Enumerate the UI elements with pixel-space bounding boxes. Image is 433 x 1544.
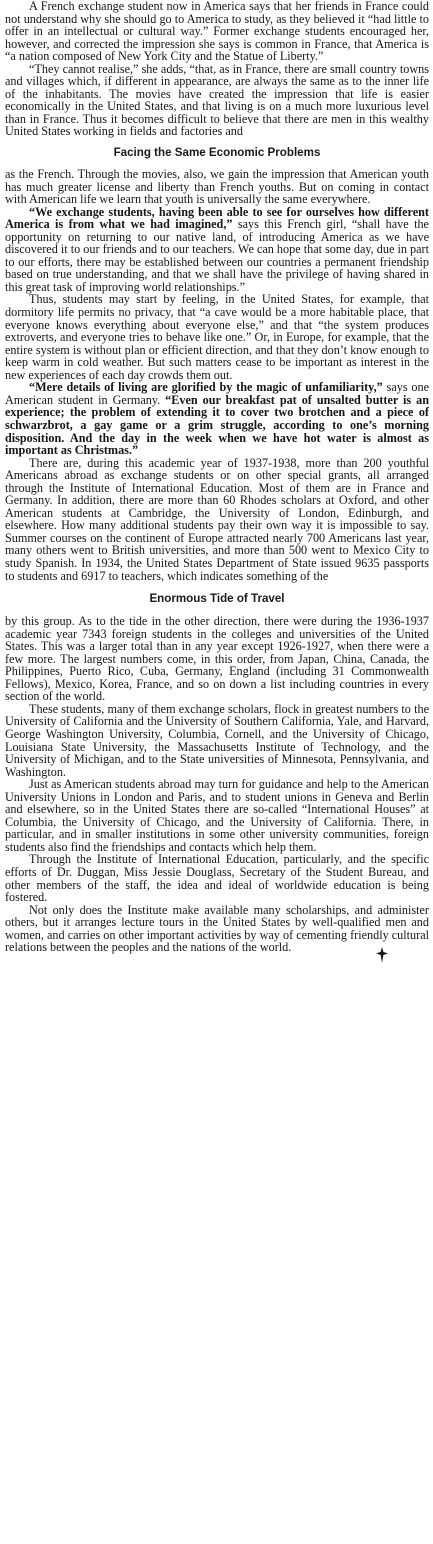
paragraph-4 [5,206,429,294]
paragraph-7: There are, during this academic year of 1937-1938, more than 200 youthful Americans abroad as exchange students or on other special grants, all arranged through the Institute of International Education. Most of them are in France and Germany. In addition, there are more than 60 Rhodes scholars at Oxford, and other American students at Cambridge, the University of London, Edinburgh, and elsewhere. How many additional students pay their own way it is impossible to say. Summer courses on the continent of Europe attracted nearly 700 Americans last year, many others went to British universities, and more than 500 went to Mexico City to study Spanish. In 1934, the United States Department of State issued 9635 passports to students and 6917 to teachers, which indicates something of the [5,455,429,583]
paragraph-4-bold-quote: “We exchange students, having been able to see for ourselves how different America is from what we had imagined,” [5,204,429,232]
paragraph-6-bold-quote-b: “Even our breakfast pat of unsalted butter is an experience; the problem of extending it to cover two brotchen and a piece of schwarzbrot, a gay game or a grim struggle, according to one’s morning disposition. And the day in the week when we have hot water is almost as important as Christmas.” [5,392,429,458]
section-heading-tide-of-travel: Enormous Tide of Travel [149,592,285,606]
paragraph-4-text: says this French girl, “shall have the opportunity on returning to our native land, of introducing America as we have discovered it to our friends and to our teachers. We can hope that some day, due in part to our efforts, there may be established between our countries a permanent friendship based on true understanding, and that we shall have the privilege of having shared in this great task of improving world relationships.” [5,217,429,294]
paragraph-6-bold-quote-a: “Mere details of living are glorified by the magic of unfamiliarity,” [29,380,383,395]
paragraph-1: A French exchange student now in America says that her friends in France could not understand why she should go to America to study, as they believed it “had little to offer in an intellectual or cultural way.” Former exchange students encouraged her, however, and corrected the impression she says is common in France, that America is “a nation composed of New York City and the Statue of Liberty.” [5,0,429,64]
paragraph-6-text: says one American student in Germany. [5,380,429,407]
paragraph-3: as the French. Through the movies, also, we gain the impression that American youth has much greater license and liberty than French youths. But on coming in contact with American life we learn that youth is universally the same everywhere. [5,167,429,207]
section-heading-economic-problems: Facing the Same Economic Problems [113,146,321,160]
paragraph-11: Through the Institute of International Education, particularly, and the specific efforts of Dr. Duggan, Miss Jessie Douglass, Secretary of the Student Bureau, and other members of the staff, the idea and ideal of worldwide education is being fostered. [5,852,429,905]
star-ornament-icon [376,947,388,963]
paragraph-6 [5,381,429,456]
paragraph-8: by this group. As to the tide in the other direction, there were during the 1936-1937 academic year 7343 foreign students in the colleges and universities of the United States. This was a larger total than in any year except 1926-1927, when there were a few more. The largest numbers come, in this order, from Japan, China, Canada, the Philippines, Puerto Rico, Cuba, Germany, England (including 31 Commonwealth Fellows), Mexico, Korea, France, and so on down a list including countries in every section of the world. [5,614,429,704]
paragraph-12: Not only does the Institute make available many scholarships, and administer others, but it arranges lecture tours in the United States by well-qualified men and women, and carries on other important activities by way of cementing friendly cultural relations between the peoples and the nations of the world. [5,902,429,955]
paragraph-2: “They cannot realise,” she adds, “that, as in France, there are small country towns and villages which, if different in appearance, are always the same as to the inner life of the inhabitants. The movies have created the impression that life is easier economically in the United States, and that living is on a much more luxurious level than in France. Thus it becomes difficult to believe that there are men in this wealthy United States working in fields and factories and [5,61,429,139]
paragraph-5: Thus, students may start by feeling, in the United States, for example, that dormitory life permits no privacy, that “a cave would be a more habitable place, that everyone knows everything about everyone else,” and that “the system produces extroverts, and everyone tries to behave like one.” Or, in Europe, for example, that the entire system is without plan or efficient direction, and that they don’t know enough to keep warm in cold weather. But such matters cease to be important as interest in the new experiences of each day crowds them out. [5,292,429,382]
paragraph-9: These students, many of them exchange scholars, flock in greatest numbers to the University of California and the University of Southern California, Yale, and Harvard, George Washington University, Columbia, Cornell, and the University of Chicago, Louisiana State University, the Massachusetts Institute of Technology, and the University of Michigan, and to the State universities of Minnesota, Pennsylvania, and Washington. [5,701,429,779]
paragraph-10: Just as American students abroad may turn for guidance and help to the American University Unions in London and Paris, and to student unions in Geneva and Berlin and elsewhere, so in the United States there are so-called “International Houses” at Columbia, the University of Chicago, and the University of California. There, in particular, and in smaller institutions in some other university communities, foreign students also find the friendships and contacts which help them. [5,777,429,854]
